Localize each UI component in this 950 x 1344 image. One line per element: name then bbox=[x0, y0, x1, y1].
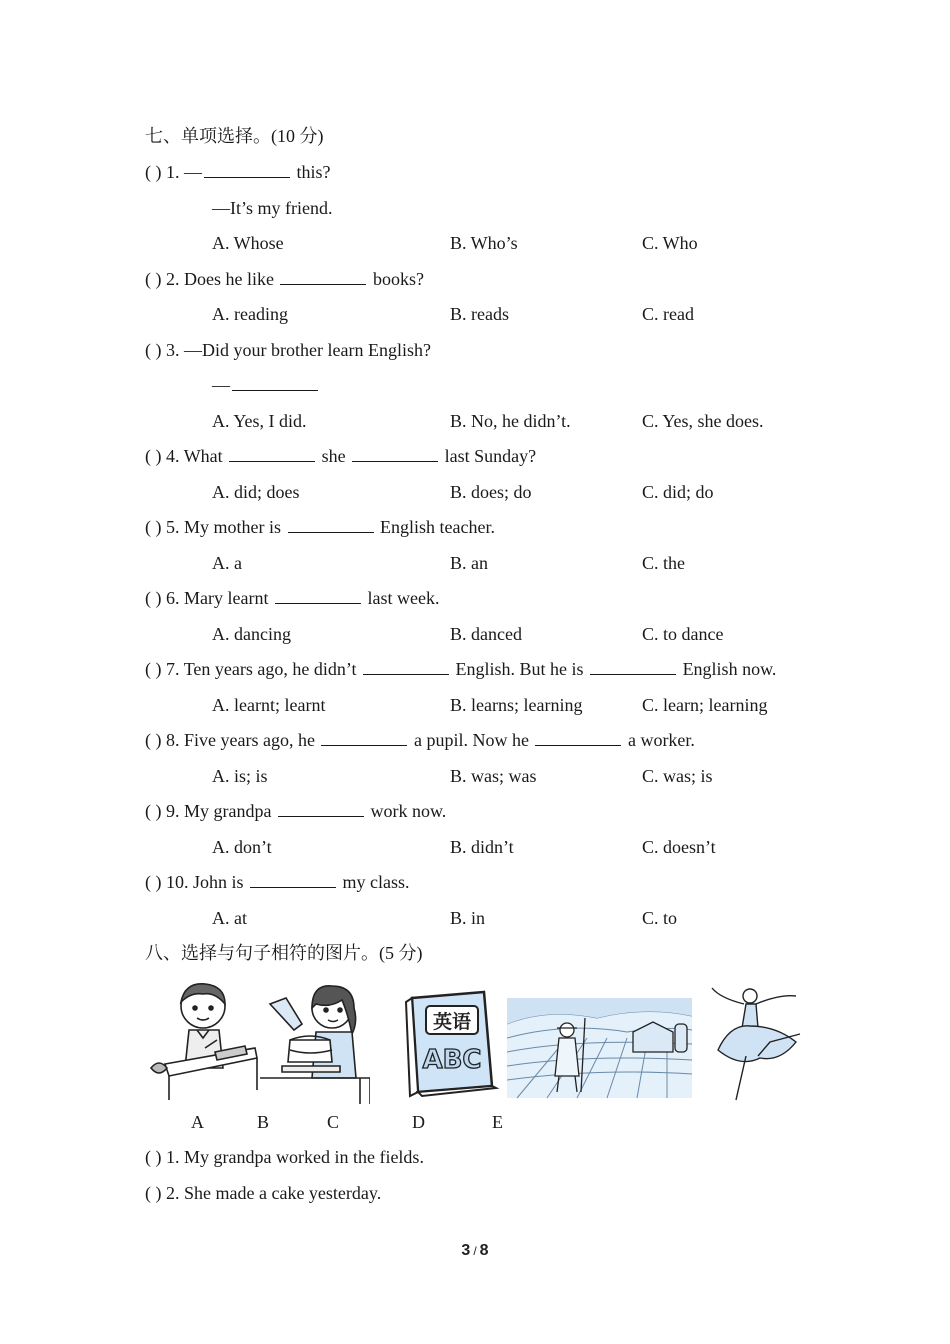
answer-paren[interactable]: ( ) bbox=[145, 340, 162, 360]
q3-option-a: A. Yes, I did. bbox=[212, 411, 307, 431]
q10-option-b: B. in bbox=[450, 908, 486, 928]
ballet-dancer-picture bbox=[700, 978, 810, 1104]
farm-fields-picture bbox=[507, 978, 692, 1104]
blank[interactable] bbox=[352, 445, 438, 462]
answer-paren[interactable]: ( ) bbox=[145, 1147, 162, 1167]
blank[interactable] bbox=[280, 268, 366, 285]
blank[interactable] bbox=[278, 800, 364, 817]
q5-option-a: A. a bbox=[212, 553, 242, 573]
answer-paren[interactable]: ( ) bbox=[145, 269, 162, 289]
section7-title: 七、单项选择。(10 分) bbox=[145, 126, 324, 146]
q5-option-c: C. the bbox=[642, 553, 685, 573]
blank[interactable] bbox=[321, 729, 407, 746]
q8-option-b: B. was; was bbox=[450, 766, 537, 786]
section8-question-1: ( ) 1. My grandpa worked in the fields. bbox=[145, 1147, 424, 1167]
book-letters: ABC bbox=[422, 1045, 482, 1075]
q1-option-b: B. Who’s bbox=[450, 233, 518, 253]
answer-paren[interactable]: ( ) bbox=[145, 517, 162, 537]
q1-option-c: C. Who bbox=[642, 233, 698, 253]
q10-option-a: A. at bbox=[212, 908, 247, 928]
boy-studying-picture bbox=[145, 978, 260, 1104]
question-1: ( ) 1. — this? bbox=[145, 162, 331, 182]
girl-cake-picture bbox=[260, 978, 370, 1104]
q4-option-c: C. did; do bbox=[642, 482, 714, 502]
blank[interactable] bbox=[363, 658, 449, 675]
picture-letter-d: D bbox=[412, 1112, 425, 1132]
blank[interactable] bbox=[232, 374, 318, 391]
q9-option-c: C. doesn’t bbox=[642, 837, 716, 857]
blank[interactable] bbox=[535, 729, 621, 746]
answer-paren[interactable]: ( ) bbox=[145, 446, 162, 466]
blank[interactable] bbox=[250, 871, 336, 888]
q7-option-b: B. learns; learning bbox=[450, 695, 583, 715]
question-8: ( ) 8. Five years ago, he a pupil. Now he a worker. bbox=[145, 730, 695, 750]
q2-option-a: A. reading bbox=[212, 304, 288, 324]
picture-letter-a: A bbox=[191, 1112, 204, 1132]
picture-letter-e: E bbox=[492, 1112, 503, 1132]
blank[interactable] bbox=[590, 658, 676, 675]
section8-question-2: ( ) 2. She made a cake yesterday. bbox=[145, 1183, 382, 1203]
picture-letter-c: C bbox=[327, 1112, 340, 1132]
q10-option-c: C. to bbox=[642, 908, 678, 928]
answer-paren[interactable]: ( ) bbox=[145, 659, 162, 679]
question-3-reply: — bbox=[212, 374, 320, 396]
q8-option-a: A. is; is bbox=[212, 766, 268, 786]
q6-option-b: B. danced bbox=[450, 624, 522, 644]
q5-option-b: B. an bbox=[450, 553, 488, 573]
question-7: ( ) 7. Ten years ago, he didn’t English. But he is English now. bbox=[145, 659, 777, 679]
blank[interactable] bbox=[229, 445, 315, 462]
answer-paren[interactable]: ( ) bbox=[145, 801, 162, 821]
q7-option-a: A. learnt; learnt bbox=[212, 695, 326, 715]
question-9: ( ) 9. My grandpa work now. bbox=[145, 801, 447, 821]
picture-letter-b: B bbox=[257, 1112, 270, 1132]
answer-paren[interactable]: ( ) bbox=[145, 588, 162, 608]
picture-row bbox=[145, 978, 810, 1104]
question-2: ( ) 2. Does he like books? bbox=[145, 269, 424, 289]
page-number: 3 / 8 bbox=[461, 1242, 489, 1259]
q6-option-c: C. to dance bbox=[642, 624, 724, 644]
section8-title: 八、选择与句子相符的图片。(5 分) bbox=[145, 943, 423, 963]
question-6: ( ) 6. Mary learnt last week. bbox=[145, 588, 440, 608]
answer-paren[interactable]: ( ) bbox=[145, 730, 162, 750]
blank[interactable] bbox=[288, 516, 374, 533]
q7-option-c: C. learn; learning bbox=[642, 695, 768, 715]
q9-option-b: B. didn’t bbox=[450, 837, 514, 857]
book-title: 英语 bbox=[432, 1011, 472, 1033]
q4-option-a: A. did; does bbox=[212, 482, 300, 502]
question-10: ( ) 10. John is my class. bbox=[145, 872, 410, 892]
answer-paren[interactable]: ( ) bbox=[145, 1183, 162, 1203]
q6-option-a: A. dancing bbox=[212, 624, 291, 644]
answer-paren[interactable]: ( ) bbox=[145, 162, 162, 182]
q2-option-c: C. read bbox=[642, 304, 694, 324]
q8-option-c: C. was; is bbox=[642, 766, 713, 786]
q3-option-c: C. Yes, she does. bbox=[642, 411, 764, 431]
english-book-picture bbox=[400, 978, 500, 1104]
question-1-reply: —It’s my friend. bbox=[212, 198, 333, 218]
q3-option-b: B. No, he didn’t. bbox=[450, 411, 571, 431]
question-4: ( ) 4. What she last Sunday? bbox=[145, 446, 537, 466]
q1-option-a: A. Whose bbox=[212, 233, 284, 253]
blank[interactable] bbox=[204, 161, 290, 178]
answer-paren[interactable]: ( ) bbox=[145, 872, 162, 892]
q2-option-b: B. reads bbox=[450, 304, 509, 324]
blank[interactable] bbox=[275, 587, 361, 604]
q4-option-b: B. does; do bbox=[450, 482, 532, 502]
q9-option-a: A. don’t bbox=[212, 837, 272, 857]
question-3: ( ) 3. —Did your brother learn English? bbox=[145, 340, 431, 360]
question-5: ( ) 5. My mother is English teacher. bbox=[145, 517, 495, 537]
